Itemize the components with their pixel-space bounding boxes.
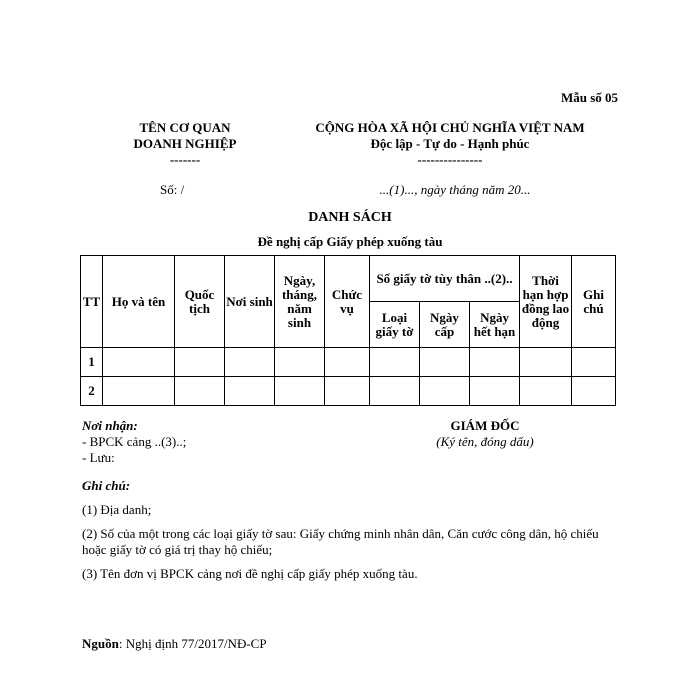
source-text: : Nghị định 77/2017/NĐ-CP bbox=[118, 636, 267, 651]
header-tt: TT bbox=[81, 256, 103, 348]
table-cell bbox=[420, 348, 470, 377]
table-cell bbox=[325, 348, 370, 377]
header-notes: Ghi chú bbox=[572, 256, 616, 348]
header-birthplace: Nơi sinh bbox=[225, 256, 275, 348]
table-cell bbox=[420, 377, 470, 406]
table-cell bbox=[370, 377, 420, 406]
header-document-type: Loại giấy tờ bbox=[370, 302, 420, 348]
place-date-line: ...(1)..., ngày tháng năm 20... bbox=[379, 182, 531, 197]
table-cell bbox=[103, 348, 175, 377]
header-issue-date: Ngày cấp bbox=[420, 302, 470, 348]
signature-block bbox=[400, 418, 570, 450]
note-item: (2) Số của một trong các loại giấy tờ sau: Giấy chứng minh nhân dân, Căn cước công dân, hộ chiếu hoặc giấy tờ có giá trị thay hộ chiếu; bbox=[82, 526, 599, 557]
document-subtitle: Đề nghị cấp Giấy phép xuống tàu bbox=[257, 234, 443, 249]
header-full-name: Họ và tên bbox=[103, 256, 175, 348]
table-cell bbox=[520, 377, 572, 406]
personnel-table bbox=[80, 255, 616, 406]
agency-name-line1: TÊN CƠ QUAN bbox=[139, 120, 231, 135]
form-number: Mẫu số 05 bbox=[560, 90, 618, 105]
table-cell bbox=[175, 348, 225, 377]
row-number: 1 bbox=[81, 348, 103, 377]
nation-motto: Độc lập - Tự do - Hạnh phúc bbox=[370, 136, 530, 151]
agency-header bbox=[100, 120, 270, 168]
header-id-documents: Số giấy tờ tùy thân ..(2).. bbox=[370, 256, 520, 302]
header-expiry-date: Ngày hết hạn bbox=[470, 302, 520, 348]
agency-name-line2: DOANH NGHIỆP bbox=[133, 136, 237, 151]
header-nationality: Quốc tịch bbox=[175, 256, 225, 348]
table-cell bbox=[325, 377, 370, 406]
nation-rule: --------------- bbox=[417, 152, 483, 167]
agency-rule: ------- bbox=[169, 152, 201, 167]
note-item: (1) Địa danh; bbox=[82, 502, 152, 517]
document-number: Số: / bbox=[160, 182, 185, 197]
note-item: (3) Tên đơn vị BPCK cảng nơi đề nghị cấp giấy phép xuống tàu. bbox=[82, 566, 418, 581]
table-cell bbox=[572, 377, 616, 406]
notes-label: Ghi chú: bbox=[82, 478, 131, 493]
recipients-label: Nơi nhận: bbox=[82, 418, 138, 433]
nation-name: CỘNG HÒA XÃ HỘI CHỦ NGHĨA VIỆT NAM bbox=[315, 120, 585, 135]
table-cell bbox=[572, 348, 616, 377]
table-cell bbox=[520, 348, 572, 377]
national-header bbox=[290, 120, 610, 168]
table-row bbox=[81, 348, 616, 377]
source-line bbox=[82, 636, 267, 652]
document-title: DANH SÁCH bbox=[308, 210, 392, 225]
header-position: Chức vụ bbox=[325, 256, 370, 348]
source-label: Nguồn bbox=[82, 636, 119, 651]
recipients-block bbox=[82, 418, 186, 466]
notes-section bbox=[82, 478, 622, 590]
table-cell bbox=[370, 348, 420, 377]
table-cell bbox=[470, 348, 520, 377]
table-row bbox=[81, 377, 616, 406]
table-cell bbox=[275, 377, 325, 406]
signer-title: GIÁM ĐỐC bbox=[450, 418, 520, 433]
recipient-item: - Lưu: bbox=[82, 450, 115, 465]
table-cell bbox=[225, 348, 275, 377]
table-cell bbox=[175, 377, 225, 406]
table-cell bbox=[103, 377, 175, 406]
table-cell bbox=[225, 377, 275, 406]
header-date-of-birth: Ngày, tháng, năm sinh bbox=[275, 256, 325, 348]
recipient-item: - BPCK cảng ..(3)..; bbox=[82, 434, 187, 449]
signature-note: (Ký tên, đóng dấu) bbox=[436, 434, 534, 449]
table-cell bbox=[470, 377, 520, 406]
table-cell bbox=[275, 348, 325, 377]
row-number: 2 bbox=[81, 377, 103, 406]
header-contract-term: Thời hạn hợp đồng lao động bbox=[520, 256, 572, 348]
